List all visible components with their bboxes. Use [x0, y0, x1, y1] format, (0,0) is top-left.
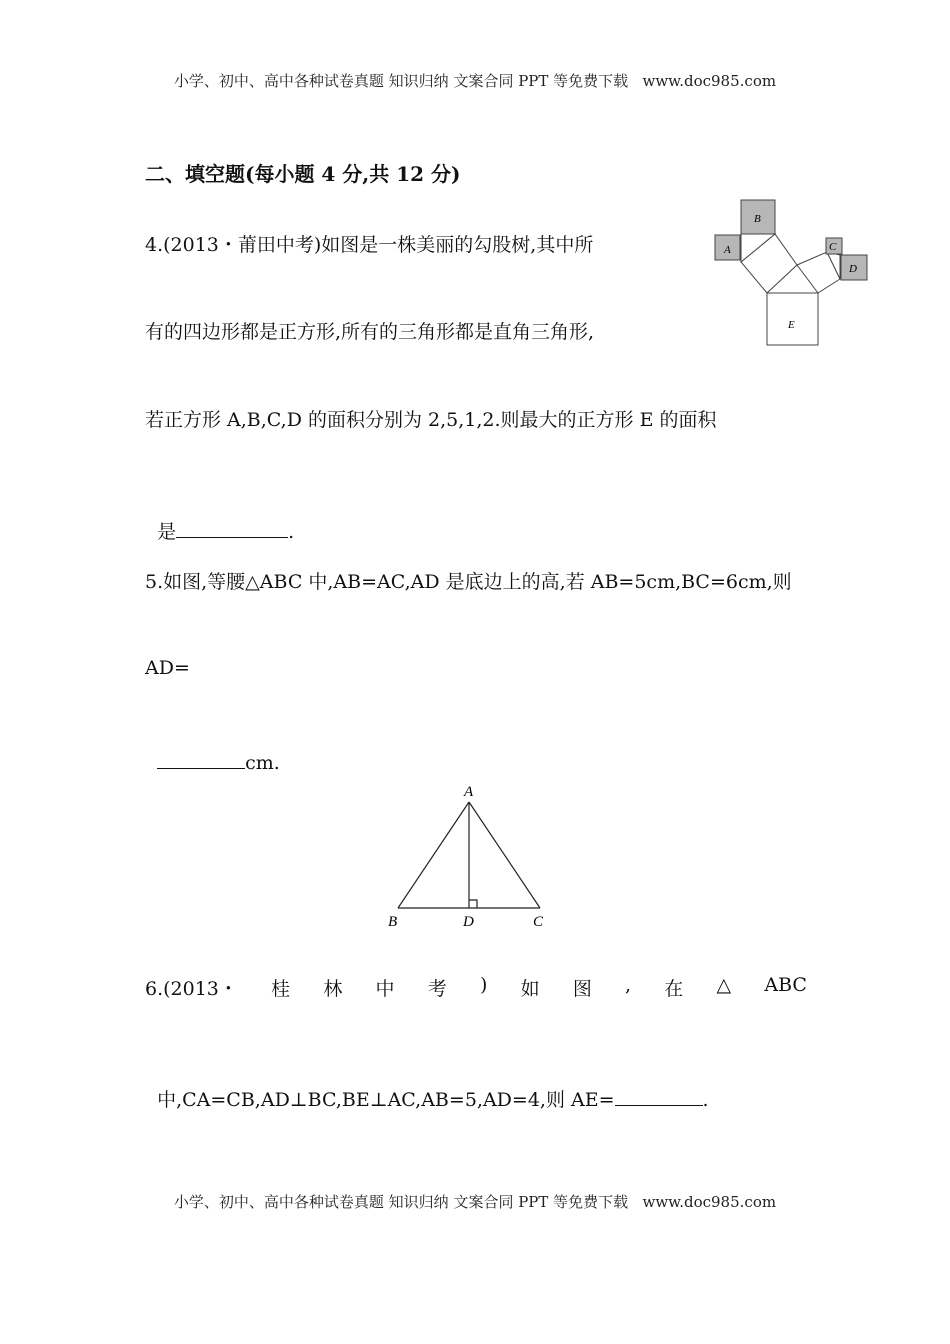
- vertex-a-label: A: [464, 784, 474, 800]
- q4-line-1: 4.(2013・莆田中考)如图是一株美丽的勾股树,其中所: [145, 234, 594, 256]
- q6-token: △: [716, 974, 732, 996]
- q5-line-1: 5.如图,等腰△ABC 中,AB=AC,AD 是底边上的高,若 AB=5cm,BC=6cm,则: [145, 571, 792, 593]
- q5-answer-blank[interactable]: [157, 750, 245, 769]
- section-title: 二、填空题(每小题 4 分,共 12 分): [145, 162, 461, 186]
- side-ac: [469, 802, 540, 908]
- q4-answer-prefix: 是: [157, 521, 177, 543]
- q6-token: 桂: [271, 978, 291, 1000]
- q6-line-1: [145, 974, 807, 1001]
- right-angle-mark: [469, 900, 477, 908]
- q4-line-3: 若正方形 A,B,C,D 的面积分别为 2,5,1,2.则最大的正方形 E 的面积: [145, 409, 717, 431]
- q5-answer-suffix: cm.: [245, 752, 280, 774]
- q5-line-2: AD=: [145, 657, 190, 679]
- q4-answer-blank[interactable]: [176, 519, 288, 538]
- q6-token: 在: [664, 978, 684, 1000]
- page-footer: 小学、初中、高中各种试卷真题 知识归纳 文案合同 PPT 等免费下载 www.doc985.com: [173, 1193, 777, 1211]
- vertex-c-label: C: [533, 914, 544, 930]
- q6-answer-blank[interactable]: [615, 1087, 703, 1106]
- q6-token: ): [479, 974, 488, 996]
- q6-token: 如: [520, 978, 540, 1000]
- label-e: E: [788, 319, 795, 331]
- q6-question-text: 中,CA=CB,AD⊥BC,BE⊥AC,AB=5,AD=4,则 AE=: [157, 1089, 615, 1111]
- q5-line-3: [145, 728, 280, 774]
- page-header: 小学、初中、高中各种试卷真题 知识归纳 文案合同 PPT 等免费下载 www.doc985.com: [173, 72, 777, 90]
- q6-token: 中: [375, 978, 395, 1000]
- label-d: D: [849, 263, 857, 275]
- q6-token: ,: [625, 974, 632, 996]
- label-c: C: [829, 241, 837, 253]
- q6-answer-suffix: .: [702, 1089, 709, 1111]
- q6-token: ABC: [764, 974, 807, 996]
- q6-token: 林: [323, 978, 343, 1000]
- label-a: A: [724, 244, 731, 256]
- q4-line-2: 有的四边形都是正方形,所有的三角形都是直角三角形,: [145, 321, 595, 343]
- q4-line-4: [145, 495, 294, 544]
- vertex-b-label: B: [388, 914, 398, 930]
- pythagoras-tree-figure: [0, 0, 950, 400]
- isosceles-triangle-figure: [370, 780, 570, 940]
- side-ab: [398, 802, 469, 908]
- q6-token: 6.(2013・: [145, 978, 238, 1000]
- q6-token: 图: [572, 978, 592, 1000]
- q6-token: 考: [427, 978, 447, 1000]
- q4-answer-suffix: .: [288, 521, 295, 543]
- q6-line-2: [145, 1063, 709, 1112]
- vertex-d-label: D: [463, 914, 474, 930]
- label-b: B: [754, 213, 761, 225]
